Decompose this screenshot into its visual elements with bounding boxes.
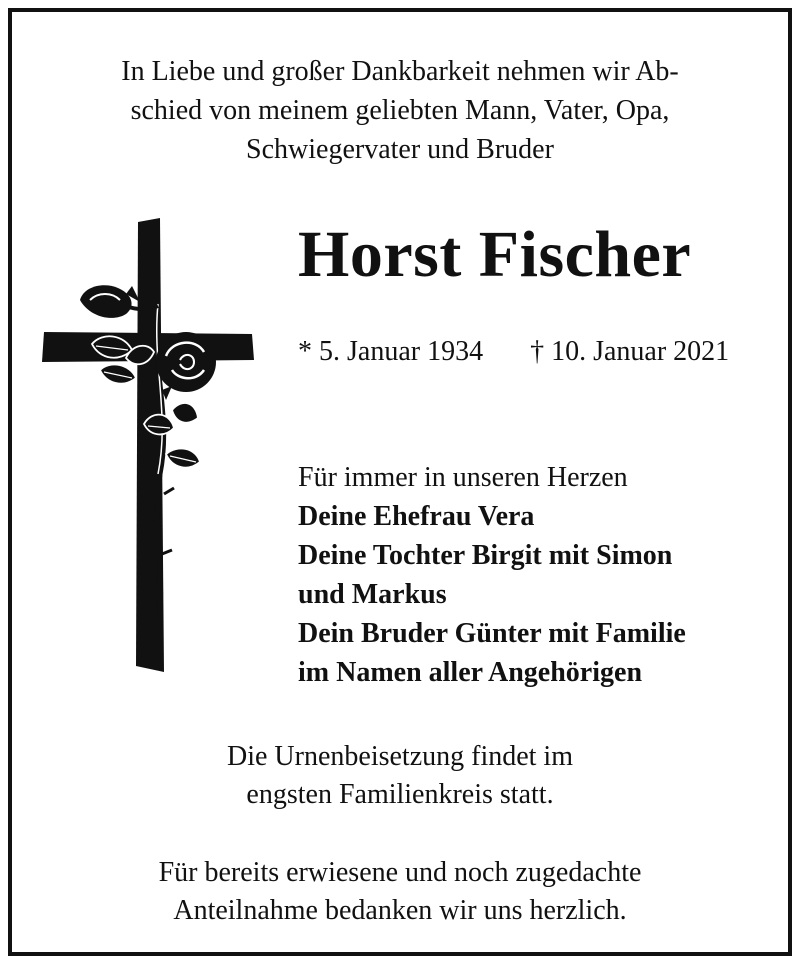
mourner-line: Dein Bruder Günter mit Familie bbox=[298, 618, 686, 649]
mourner-line: Deine Tochter Birgit mit Simon bbox=[298, 540, 673, 571]
burial-line: engsten Familienkreis statt. bbox=[246, 779, 554, 810]
mourner-line: und Markus bbox=[298, 579, 447, 610]
thanks-line: Anteilnahme bedanken wir uns herzlich. bbox=[173, 895, 627, 926]
deceased-name: Horst Fischer bbox=[298, 218, 692, 291]
death-date: † 10. Januar 2021 bbox=[530, 336, 730, 367]
intro-text bbox=[12, 52, 788, 169]
birth-date: * 5. Januar 1934 bbox=[298, 336, 484, 367]
burial-line: Die Urnenbeisetzung findet im bbox=[226, 741, 573, 772]
thanks-line: Für bereits erwiesene und noch zugedachte bbox=[158, 857, 642, 888]
intro-line: In Liebe und großer Dankbarkeit nehmen wir Ab- bbox=[121, 56, 679, 87]
mourner-line: Deine Ehefrau Vera bbox=[298, 501, 535, 532]
mourner-line: im Namen aller Angehörigen bbox=[298, 657, 643, 688]
burial-notice bbox=[12, 738, 788, 814]
intro-line: Schwiegervater und Bruder bbox=[246, 134, 554, 165]
obituary-frame bbox=[8, 8, 792, 956]
mourners-intro: Für immer in unseren Herzen bbox=[298, 462, 628, 493]
life-dates bbox=[298, 336, 729, 368]
intro-line: schied von meinem geliebten Mann, Vater, Opa, bbox=[130, 95, 670, 126]
mourners-block bbox=[298, 458, 686, 692]
thanks-notice bbox=[12, 854, 788, 930]
cross-with-rose-icon bbox=[40, 214, 260, 674]
